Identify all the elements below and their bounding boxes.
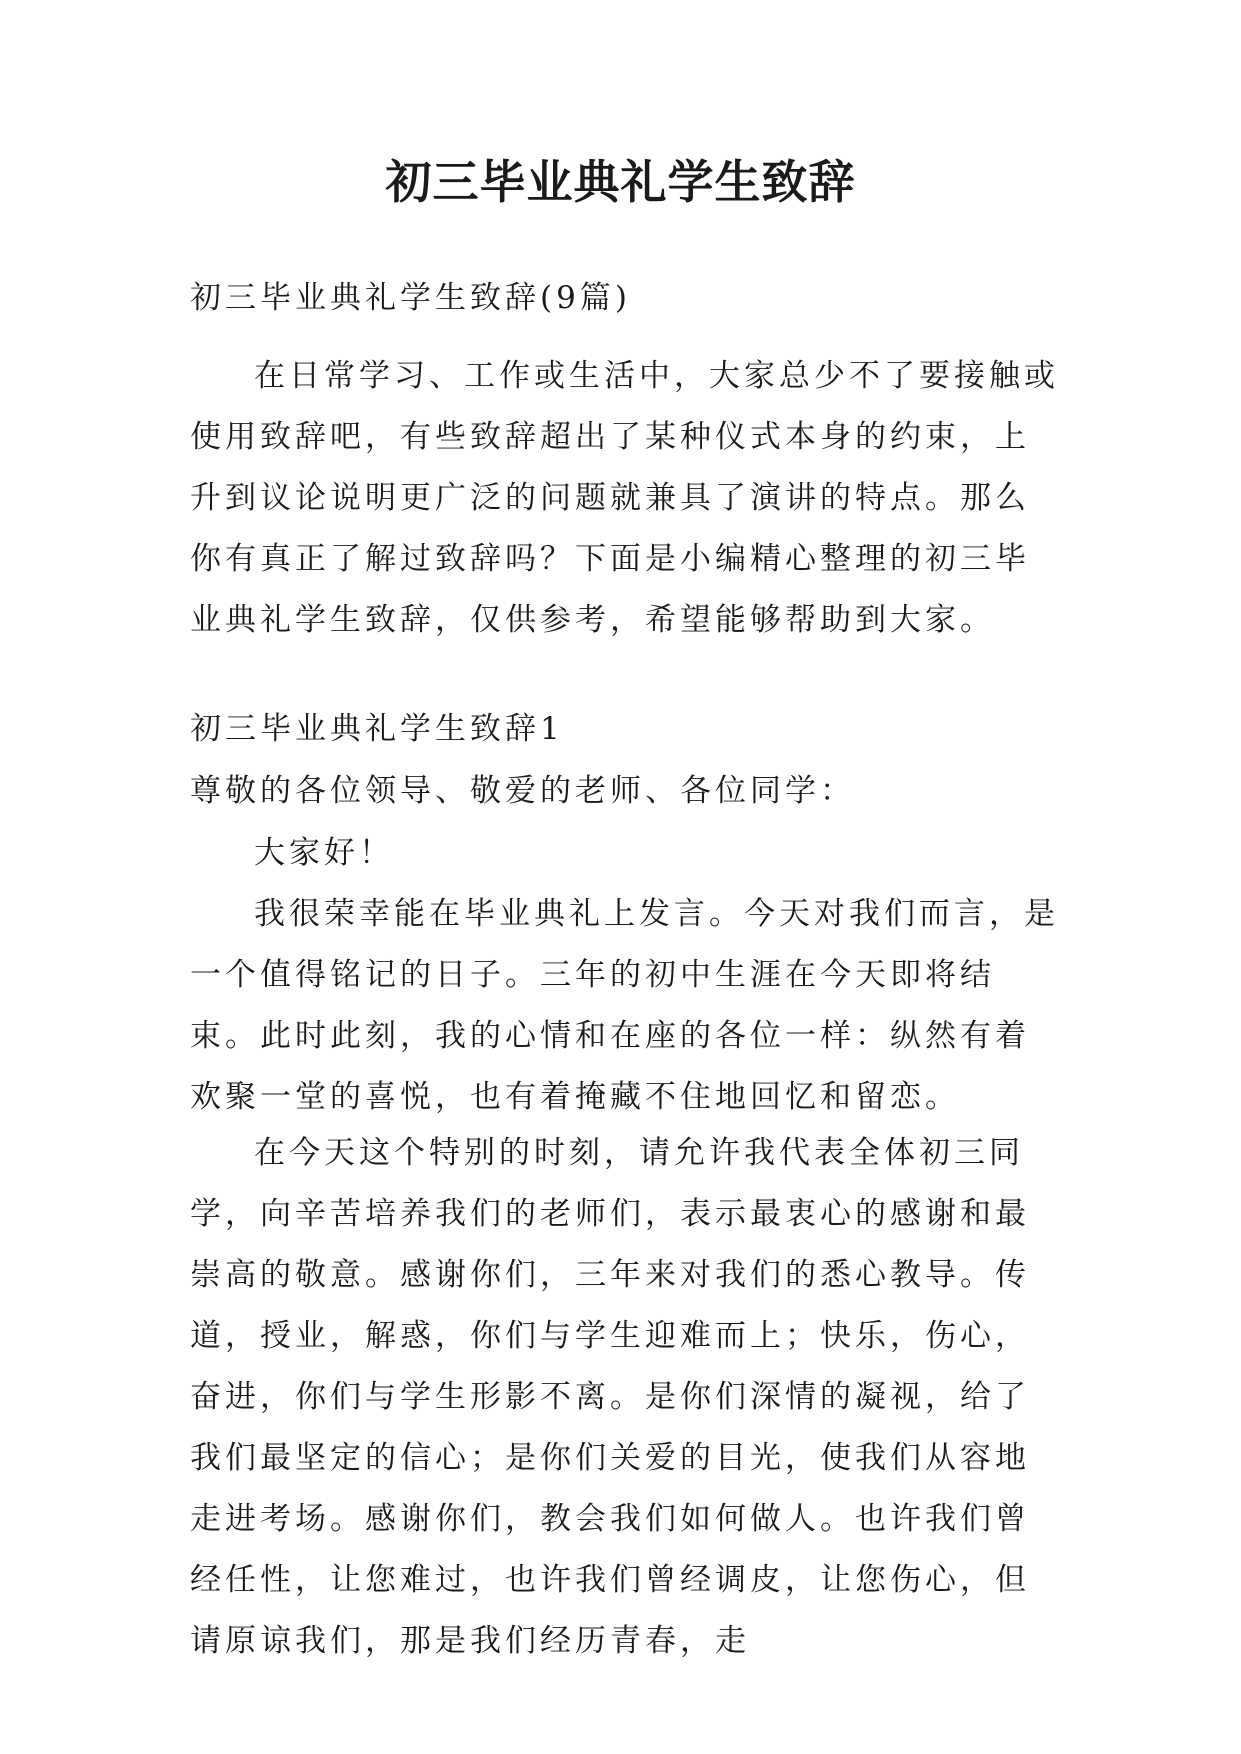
body-paragraph-2: 在今天这个特别的时刻，请允许我代表全体初三同学，向辛苦培养我们的老师们，表示最衷心的感谢和最崇高的敬意。感谢你们，三年来对我们的悉心教导。传道，授业，解惑，你们与学生迎难而上；快乐，伤心，奋进，你们与学生形影不离。是你们深情的凝视，给了我们最坚定的信心；是你们关爱的目光，使我们从容地走进考场。感谢你们，教会我们如何做人。也许我们曾经任性，让您难过，也许我们曾经调皮，让您伤心，但请原谅我们，那是我们经历青春，走 [190,1135,1030,1659]
body-paragraph-1: 我很荣幸能在毕业典礼上发言。今天对我们而言，是一个值得铭记的日子。三年的初中生涯在今天即将结束。此时此刻，我的心情和在座的各位一样：纵然有着欢聚一堂的喜悦，也有着掩藏不住地回忆和留恋。 [190,896,1059,1115]
salutation: 尊敬的各位领导、敬爱的老师、各位同学： [190,773,855,809]
section-heading: 初三毕业典礼学生致辞1 [190,711,564,747]
greeting: 大家好！ [254,835,394,871]
intro-paragraph: 在日常学习、工作或生活中，大家总少不了要接触或使用致辞吧，有些致辞超出了某种仪式本身的约束，上升到议论说明更广泛的问题就兼具了演讲的特点。那么你有真正了解过致辞吗？下面是小编精心整理的初三毕业典礼学生致辞，仅供参考，希望能够帮助到大家。 [190,358,1059,638]
document-subtitle: 初三毕业典礼学生致辞(9篇) [190,280,631,316]
document-title: 初三毕业典礼学生致辞 [385,155,856,209]
